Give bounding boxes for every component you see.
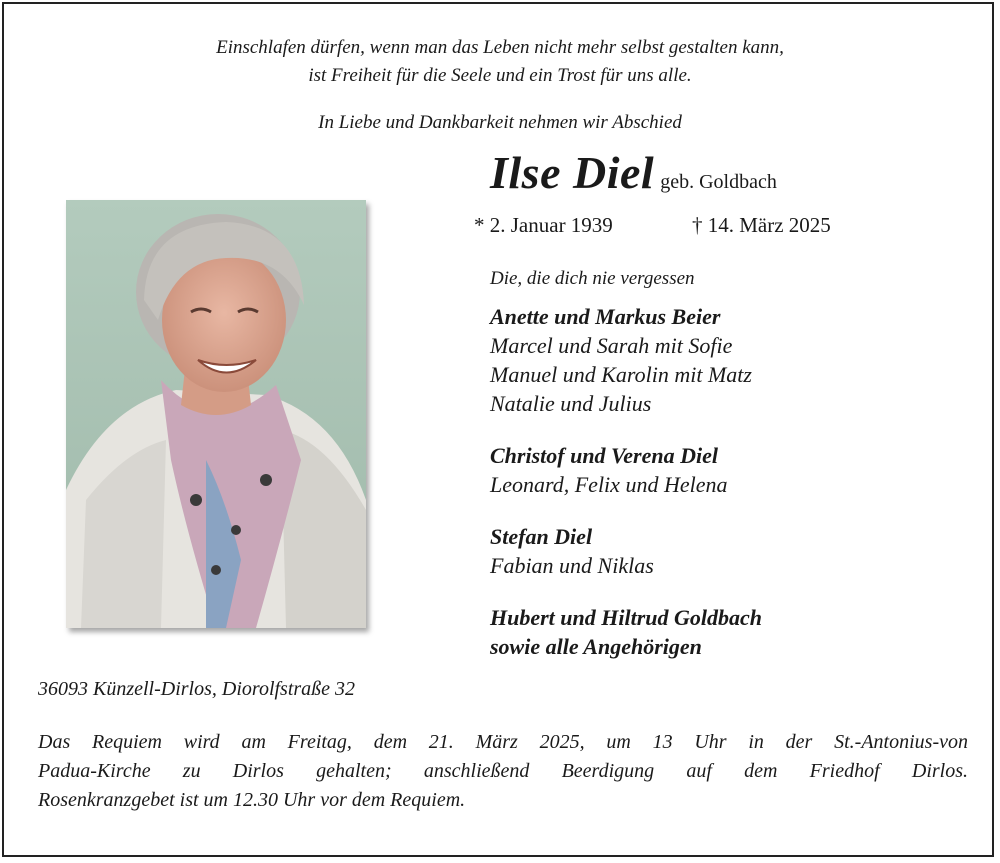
birth-date: * 2. Januar 1939 xyxy=(474,213,613,237)
deceased-name-line xyxy=(490,146,777,199)
death-date: † 14. März 2025 xyxy=(692,213,831,237)
funeral-notice-line-2: Padua-Kirche zu Dirlos gehalten; anschließend Beerdigung auf dem Friedhof Dirlos. xyxy=(38,760,968,782)
mourner-group-head: Stefan Diel xyxy=(490,524,593,549)
funeral-notice xyxy=(38,728,968,815)
mourner-group-head: Anette und Markus Beier xyxy=(490,304,721,329)
birth-name: geb. Goldbach xyxy=(660,171,777,193)
farewell-line: In Liebe und Dankbarkeit nehmen wir Abschied xyxy=(318,112,682,133)
mourners-intro: Die, die dich nie vergessen xyxy=(490,268,695,289)
mourner-group-3 xyxy=(490,522,762,580)
portrait-photo xyxy=(66,200,366,628)
deceased-name: Ilse Diel xyxy=(490,147,655,198)
verse xyxy=(0,34,1000,90)
funeral-notice-line-3: Rosenkranzgebet ist um 12.30 Uhr vor dem Requiem. xyxy=(38,789,466,811)
mourner-group-2 xyxy=(490,441,762,499)
mourner-line: Marcel und Sarah mit Sofie xyxy=(490,333,733,358)
mourner-group-4 xyxy=(490,603,762,661)
verse-line-1: Einschlafen dürfen, wenn man das Leben nicht mehr selbst gestalten kann, xyxy=(216,37,784,58)
mourner-line: Manuel und Karolin mit Matz xyxy=(490,362,752,387)
mourner-line: Natalie und Julius xyxy=(490,391,652,416)
mourner-group-1 xyxy=(490,302,762,418)
portrait-image xyxy=(66,200,366,628)
mourner-group-head: Christof und Verena Diel xyxy=(490,443,718,468)
mourner-group-head: Hubert und Hiltrud Goldbach xyxy=(490,605,763,630)
mourner-line: Fabian und Niklas xyxy=(490,553,654,578)
life-dates xyxy=(474,213,831,238)
funeral-notice-line-1: Das Requiem wird am Freitag, dem 21. März 2025, um 13 Uhr in der St.-Antonius-von xyxy=(38,731,968,753)
mourners-list xyxy=(490,266,762,684)
verse-line-2: ist Freiheit für die Seele und ein Trost für uns alle. xyxy=(308,65,692,86)
mourner-group-head-2: sowie alle Angehörigen xyxy=(490,634,702,659)
mourning-address: 36093 Künzell-Dirlos, Diorolfstraße 32 xyxy=(38,678,356,700)
mourner-line: Leonard, Felix und Helena xyxy=(490,472,728,497)
